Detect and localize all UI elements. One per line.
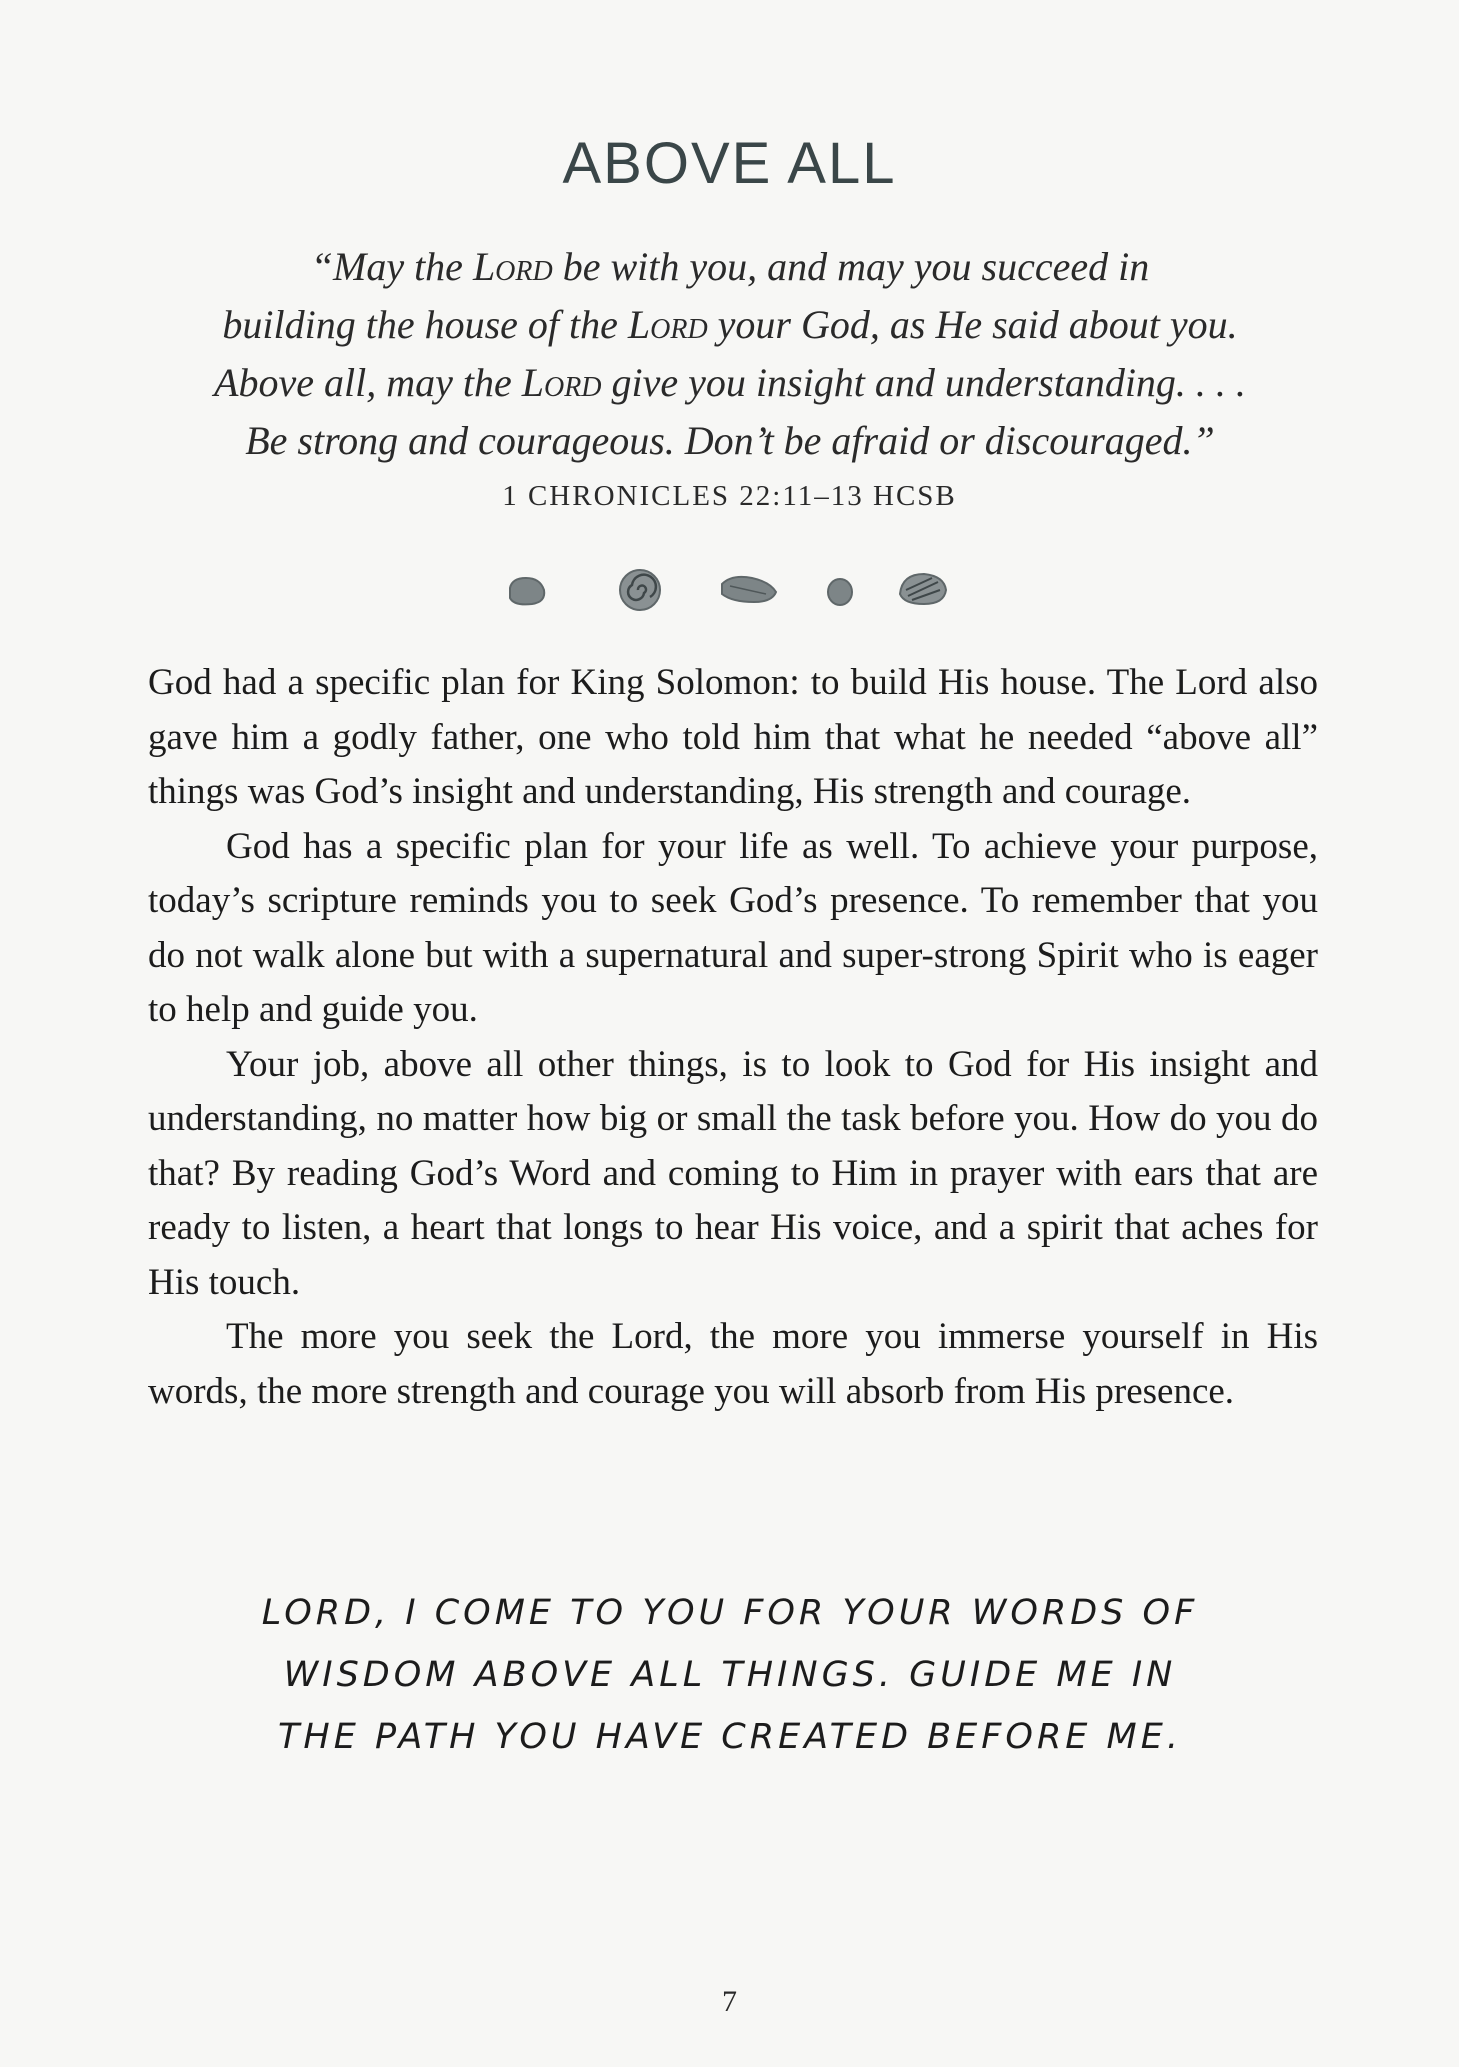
prayer-line-2: WISDOM ABOVE ALL THINGS. GUIDE ME IN [283, 1655, 1177, 1695]
devotional-body [148, 656, 1318, 1419]
lord-small-caps: Lord [521, 360, 602, 405]
quote-line-3: Above all, may the Lord give you insight and understanding. . . . [214, 360, 1246, 405]
quote-line-2: building the house of the Lord your God, as He said about you. [222, 302, 1238, 347]
stone-icon [722, 577, 776, 602]
page-title: ABOVE ALL [562, 131, 897, 196]
paragraph-2: God has a specific plan for your life as well. To achieve your purpose, today’s scripture reminds you to seek God’s presence. To remember that you do not walk alone but with a supernatural and super-strong Spirit who is eager to help and guide you. [148, 825, 1318, 1030]
scripture-citation: 1 CHRONICLES 22:11–13 HCSB [502, 480, 957, 512]
scripture-quote [150, 238, 1310, 470]
ornament-divider [500, 560, 960, 620]
prayer-line-3: THE PATH YOU HAVE CREATED BEFORE ME. [278, 1717, 1182, 1757]
page-number: 7 [722, 1985, 737, 2018]
spiral-icon [620, 570, 660, 610]
quote-line-1: “May the Lord be with you, and may you succeed in [310, 244, 1150, 289]
shell-icon [900, 574, 946, 604]
paragraph-3: Your job, above all other things, is to look to God for His insight and understanding, no matter how big or small the task before you. How do you do that? By reading God’s Word and coming to Him in prayer with ears that are ready to listen, a heart that longs to hear His voice, and a spirit that aches for His touch. [148, 1043, 1318, 1303]
prayer-text [240, 1582, 1220, 1768]
paragraph-1: God had a specific plan for King Solomon: to build His house. The Lord also gave him a godly father, one who told him that what he needed “above all” things was God’s insight and understanding, His strength and courage. [148, 662, 1318, 812]
lord-small-caps: Lord [472, 244, 553, 289]
paragraph-4: The more you seek the Lord, the more you immerse yourself in His words, the more strength and courage you will absorb from His presence. [148, 1316, 1318, 1412]
quote-line-4: Be strong and courageous. Don’t be afraid or discouraged.” [245, 418, 1215, 463]
pebble-icon [828, 579, 852, 605]
prayer-line-1: LORD, I COME TO YOU FOR YOUR WORDS OF [261, 1593, 1199, 1633]
rock-icon [510, 578, 544, 604]
lord-small-caps: Lord [627, 302, 708, 347]
